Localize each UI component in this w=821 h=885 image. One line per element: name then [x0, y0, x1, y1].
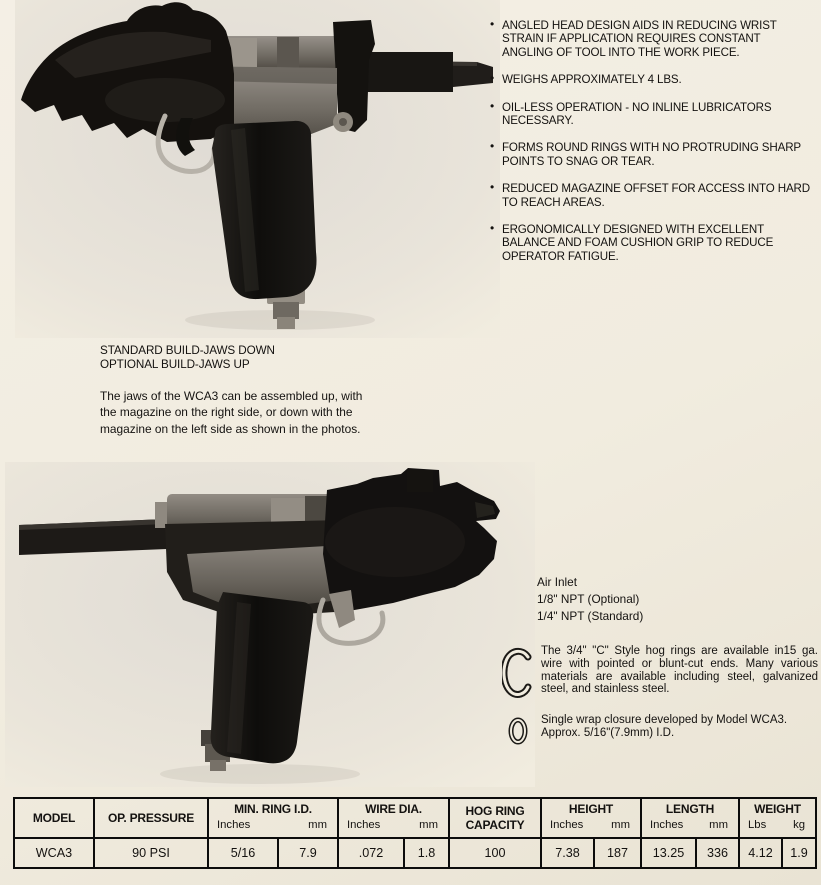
bullet-icon: •	[490, 71, 495, 86]
feature-item	[490, 73, 810, 86]
cell-length-inches: 13.25	[641, 838, 696, 868]
cell-min-ring-id-inches: 5/16	[208, 838, 278, 868]
cell-weight-lbs: 4.12	[739, 838, 782, 868]
header-min-ring-id	[208, 798, 338, 838]
unit-lbs: Lbs	[748, 818, 767, 831]
air-inlet-option: 1/8" NPT (Optional)	[537, 592, 640, 606]
header-wire-dia	[338, 798, 449, 838]
c-ring-text: The 3/4" "C" Style hog rings are available in15 ga. wire with pointed or blunt-cut ends. Many various materials are available including steel, galvanized steel, and stainless steel.	[541, 645, 818, 696]
feature-item	[490, 182, 810, 209]
cell-model: WCA3	[14, 838, 94, 868]
photo-tool-jaws-up	[5, 462, 535, 787]
header-height-title: HEIGHT	[568, 802, 614, 816]
single-wrap-note	[508, 714, 819, 745]
bullet-icon: •	[490, 98, 495, 113]
air-inlet-option: 1/4" NPT (Standard)	[537, 609, 644, 623]
header-hog-ring-capacity	[449, 798, 541, 838]
header-length-title: LENGTH	[665, 802, 715, 816]
header-hog-ring-line2: CAPACITY	[465, 818, 525, 832]
build-caption-line1: STANDARD BUILD-JAWS DOWN	[100, 344, 275, 357]
o-ring-icon	[508, 717, 528, 745]
feature-text: OIL-LESS OPERATION - NO INLINE LUBRICATORS NECESSARY.	[502, 100, 772, 128]
cell-op-pressure: 90 PSI	[94, 838, 208, 868]
cell-wire-dia-mm: 1.8	[404, 838, 449, 868]
unit-inches: Inches	[550, 818, 584, 831]
c-ring-icon	[502, 645, 532, 699]
header-min-ring-id-title: MIN. RING I.D.	[234, 802, 312, 816]
feature-text: ERGONOMICALLY DESIGNED WITH EXCELLENT BALANCE AND FOAM CUSHION GRIP TO REDUCE OPERATOR FATIGUE.	[502, 223, 774, 263]
feature-text: ANGLED HEAD DESIGN AIDS IN REDUCING WRIST STRAIN IF APPLICATION REQUIRES CONSTANT ANGLING OF TOOL INTO THE WORK PIECE.	[502, 19, 777, 59]
cell-weight-kg: 1.9	[782, 838, 816, 868]
spec-table	[13, 797, 817, 869]
unit-mm: mm	[419, 818, 438, 831]
feature-text: FORMS ROUND RINGS WITH NO PROTRUDING SHARP POINTS TO SNAG OR TEAR.	[502, 141, 801, 168]
cell-height-mm: 187	[594, 838, 641, 868]
c-ring-note	[502, 645, 821, 699]
bullet-icon: •	[490, 139, 495, 154]
feature-item	[490, 223, 810, 263]
air-inlet-label	[537, 574, 643, 625]
unit-mm: mm	[308, 818, 327, 831]
air-inlet-title: Air Inlet	[537, 575, 577, 589]
header-model: MODEL	[14, 798, 94, 838]
unit-inches: Inches	[347, 818, 381, 831]
cell-length-mm: 336	[696, 838, 739, 868]
bullet-icon: •	[490, 17, 495, 31]
cell-min-ring-id-mm: 7.9	[278, 838, 338, 868]
spec-data-row	[14, 838, 816, 868]
feature-item	[490, 141, 810, 168]
spec-header-row	[14, 798, 816, 838]
header-weight-title: WEIGHT	[754, 802, 801, 816]
unit-mm: mm	[709, 818, 728, 831]
features-list	[490, 19, 810, 277]
cell-height-inches: 7.38	[541, 838, 594, 868]
build-caption-line2: OPTIONAL BUILD-JAWS UP	[100, 357, 250, 371]
header-wire-dia-title: WIRE DIA.	[365, 802, 422, 816]
photo-tool-jaws-down	[15, 0, 500, 338]
feature-text: REDUCED MAGAZINE OFFSET FOR ACCESS INTO HARD TO REACH AREAS.	[502, 182, 810, 209]
unit-mm: mm	[611, 818, 630, 831]
feature-text: WEIGHS APPROXIMATELY 4 LBS.	[502, 73, 682, 87]
header-op-pressure: OP. PRESSURE	[94, 798, 208, 838]
feature-item	[490, 19, 810, 59]
single-wrap-text: Single wrap closure developed by Model WCA3. Approx. 5/16"(7.9mm) I.D.	[541, 714, 788, 739]
header-weight	[739, 798, 816, 838]
cell-wire-dia-inches: .072	[338, 838, 404, 868]
jaws-description: The jaws of the WCA3 can be assembled up, with the magazine on the right side, or down with the magazine on the left side as shown in the photos.	[100, 389, 363, 436]
bullet-icon: •	[490, 180, 495, 195]
bullet-icon: •	[490, 221, 495, 236]
feature-item	[490, 98, 810, 128]
cell-hog-ring-capacity: 100	[449, 838, 541, 868]
header-height	[541, 798, 641, 838]
unit-kg: kg	[793, 818, 805, 831]
build-caption	[100, 344, 275, 372]
unit-inches: Inches	[217, 818, 251, 831]
header-length	[641, 798, 739, 838]
header-hog-ring-line1: HOG RING	[465, 803, 525, 818]
unit-inches: Inches	[650, 818, 684, 831]
